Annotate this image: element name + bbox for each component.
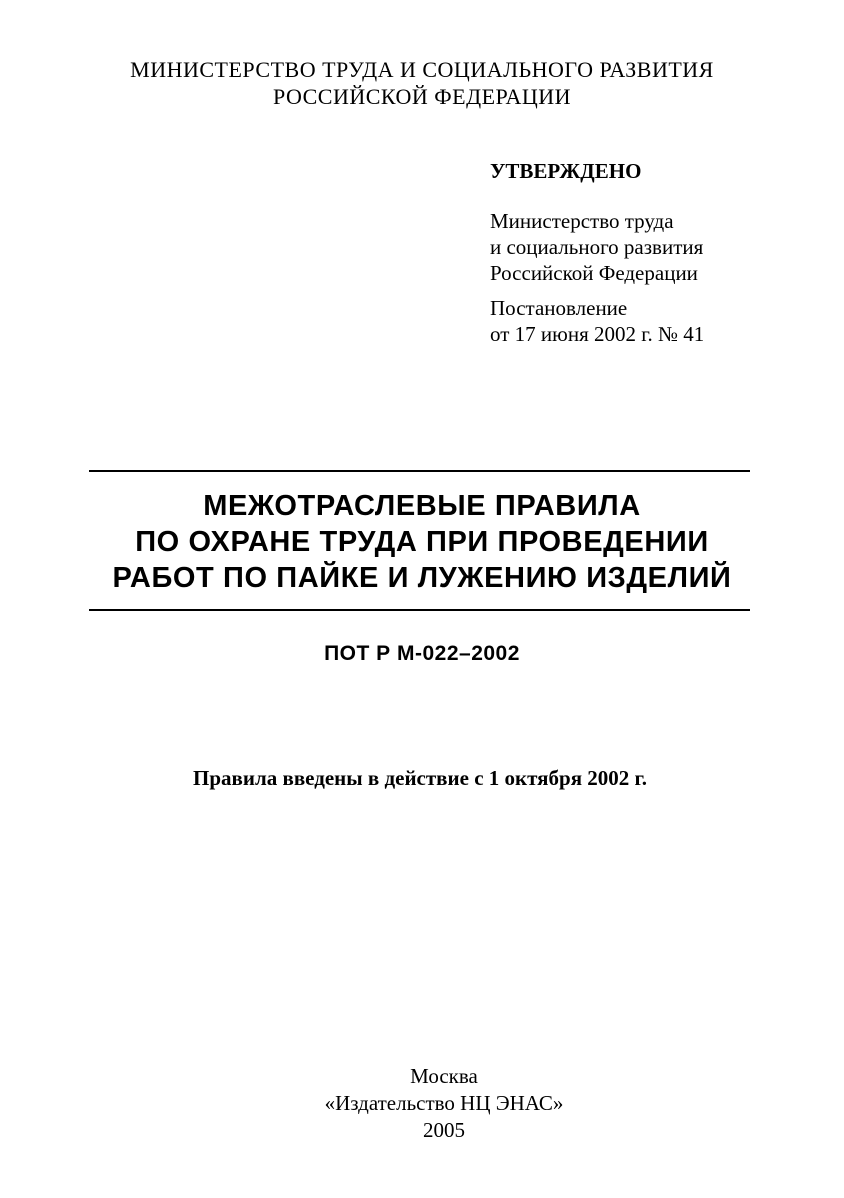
document-code: ПОТ Р М-022–2002: [324, 642, 520, 665]
resolution-line-2: от 17 июня 2002 г. № 41: [490, 322, 705, 346]
approving-body-line-1: Министерство труда: [490, 209, 674, 233]
document-title-line-2: ПО ОХРАНЕ ТРУДА ПРИ ПРОВЕДЕНИИ: [135, 526, 709, 558]
approving-body-line-2: и социального развития: [490, 235, 704, 259]
ministry-header: [0, 56, 844, 110]
resolution-reference: [490, 295, 810, 347]
effective-date-note: Правила введены в действие с 1 октября 2002 г.: [193, 766, 647, 790]
document-title-line-1: МЕЖОТРАСЛЕВЫЕ ПРАВИЛА: [203, 490, 641, 522]
ministry-name-line-1: МИНИСТЕРСТВО ТРУДА И СОЦИАЛЬНОГО РАЗВИТИЯ: [130, 57, 714, 82]
approval-block: [490, 158, 810, 356]
approving-body: [490, 208, 810, 286]
title-bottom-divider: [89, 609, 750, 611]
imprint-year: 2005: [423, 1118, 465, 1142]
title-top-divider: [89, 470, 750, 472]
approved-stamp-heading: УТВЕРЖДЕНО: [490, 159, 642, 183]
ministry-name-line-2: РОССИЙСКОЙ ФЕДЕРАЦИИ: [272, 84, 572, 109]
document-title-line-3: РАБОТ ПО ПАЙКЕ И ЛУЖЕНИЮ ИЗДЕЛИЙ: [112, 562, 732, 594]
resolution-line-1: Постановление: [490, 296, 628, 320]
imprint-publisher: «Издательство НЦ ЭНАС»: [324, 1091, 564, 1115]
publisher-imprint: [0, 1063, 844, 1144]
document-title: [0, 488, 844, 596]
approving-body-line-3: Российской Федерации: [490, 261, 698, 285]
imprint-city: Москва: [410, 1064, 478, 1088]
